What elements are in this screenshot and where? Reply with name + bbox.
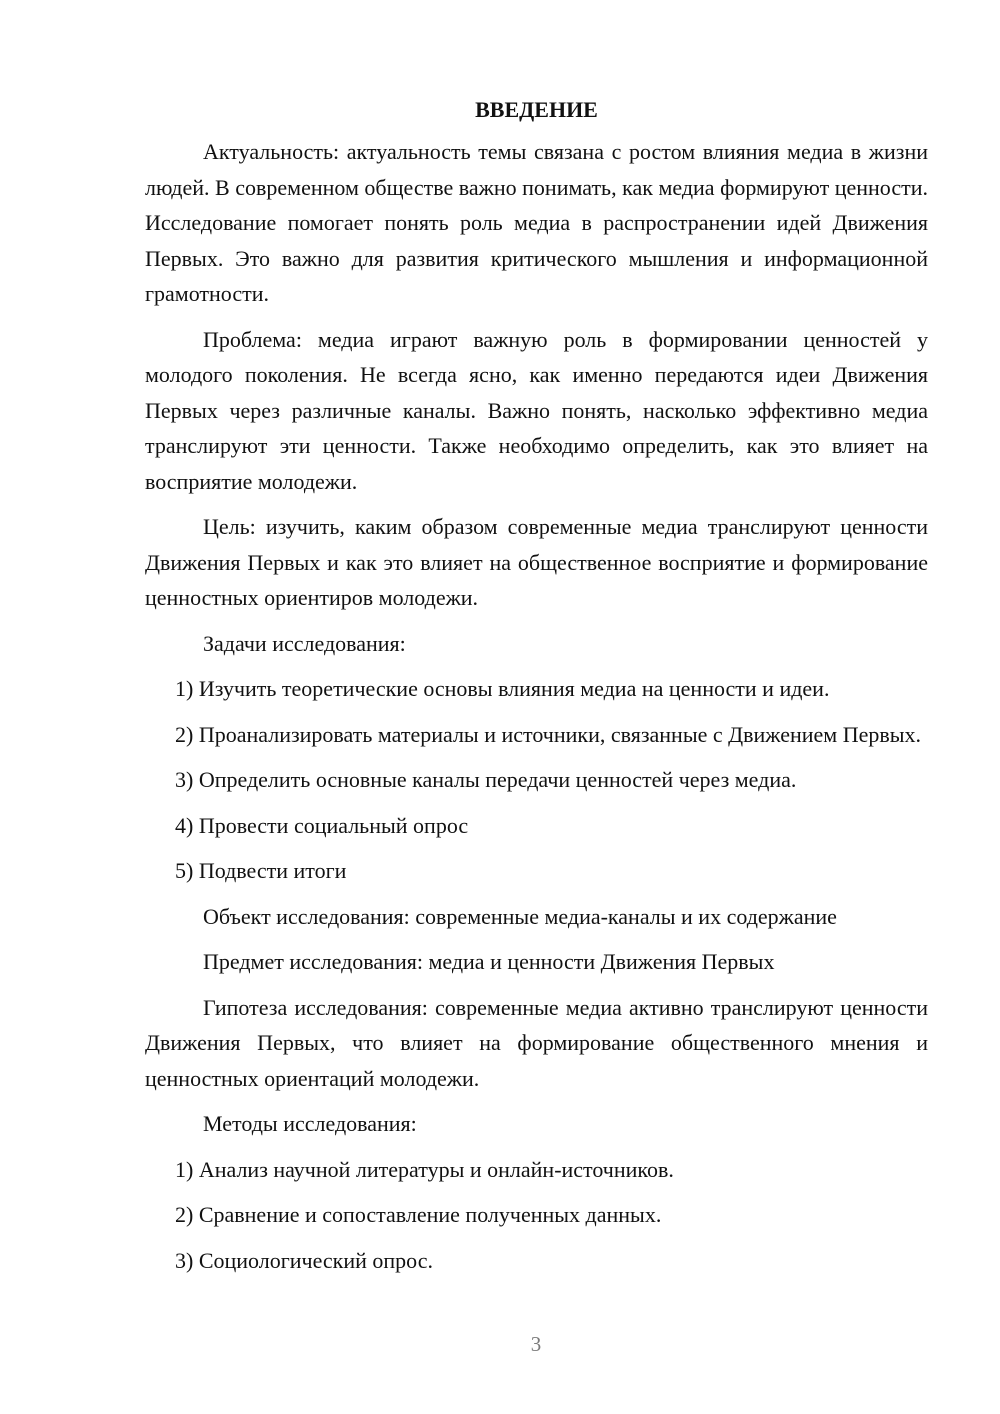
paragraph-relevance: Актуальность: актуальность темы связана с ростом влияния медиа в жизни людей. В современном обществе важно понимать, как медиа формируют ценности. Исследование помогает понять роль медиа в распространении идей Движения Первых. Это важно для развития критического мышления и информационной грамотности.	[145, 139, 928, 306]
task-item: 3) Определить основные каналы передачи ценностей через медиа.	[175, 767, 797, 792]
methods-title: Методы исследования:	[203, 1111, 417, 1136]
task-item: 5) Подвести итоги	[175, 858, 347, 883]
method-item: 2) Сравнение и сопоставление полученных данных.	[175, 1202, 662, 1227]
paragraph-problem: Проблема: медиа играют важную роль в формировании ценностей у молодого поколения. Не всегда ясно, как именно передаются идеи Движения Первых через различные каналы. Важно понять, насколько эффективно медиа транслируют эти ценности. Также необходимо определить, как это влияет на восприятие молодежи.	[145, 326, 928, 494]
method-item: 1) Анализ научной литературы и онлайн-источников.	[175, 1156, 674, 1182]
task-item: 1) Изучить теоретические основы влияния медиа на ценности и идеи.	[175, 676, 830, 701]
paragraph-object: Объект исследования: современные медиа-каналы и их содержание	[203, 903, 837, 929]
tasks-title: Задачи исследования:	[203, 630, 406, 656]
section-heading: ВВЕДЕНИЕ	[475, 97, 598, 122]
paragraph-subject: Предмет исследования: медиа и ценности Движения Первых	[203, 949, 775, 974]
task-item: 2) Проанализировать материалы и источники, связанные с Движением Первых.	[175, 721, 922, 747]
paragraph-goal: Цель: изучить, каким образом современные медиа транслируют ценности Движения Первых и как это влияет на общественное восприятие и формирование ценностных ориентиров молодежи.	[145, 514, 928, 610]
page-number: 3	[530, 1332, 542, 1356]
task-item: 4) Провести социальный опрос	[175, 812, 469, 838]
document-page	[145, 92, 928, 1278]
paragraph-hypothesis: Гипотеза исследования: современные медиа активно транслируют ценности Движения Первых, что влияет на формирование общественного мнения и ценностных ориентаций молодежи.	[145, 994, 928, 1091]
method-item: 3) Социологический опрос.	[175, 1247, 433, 1273]
